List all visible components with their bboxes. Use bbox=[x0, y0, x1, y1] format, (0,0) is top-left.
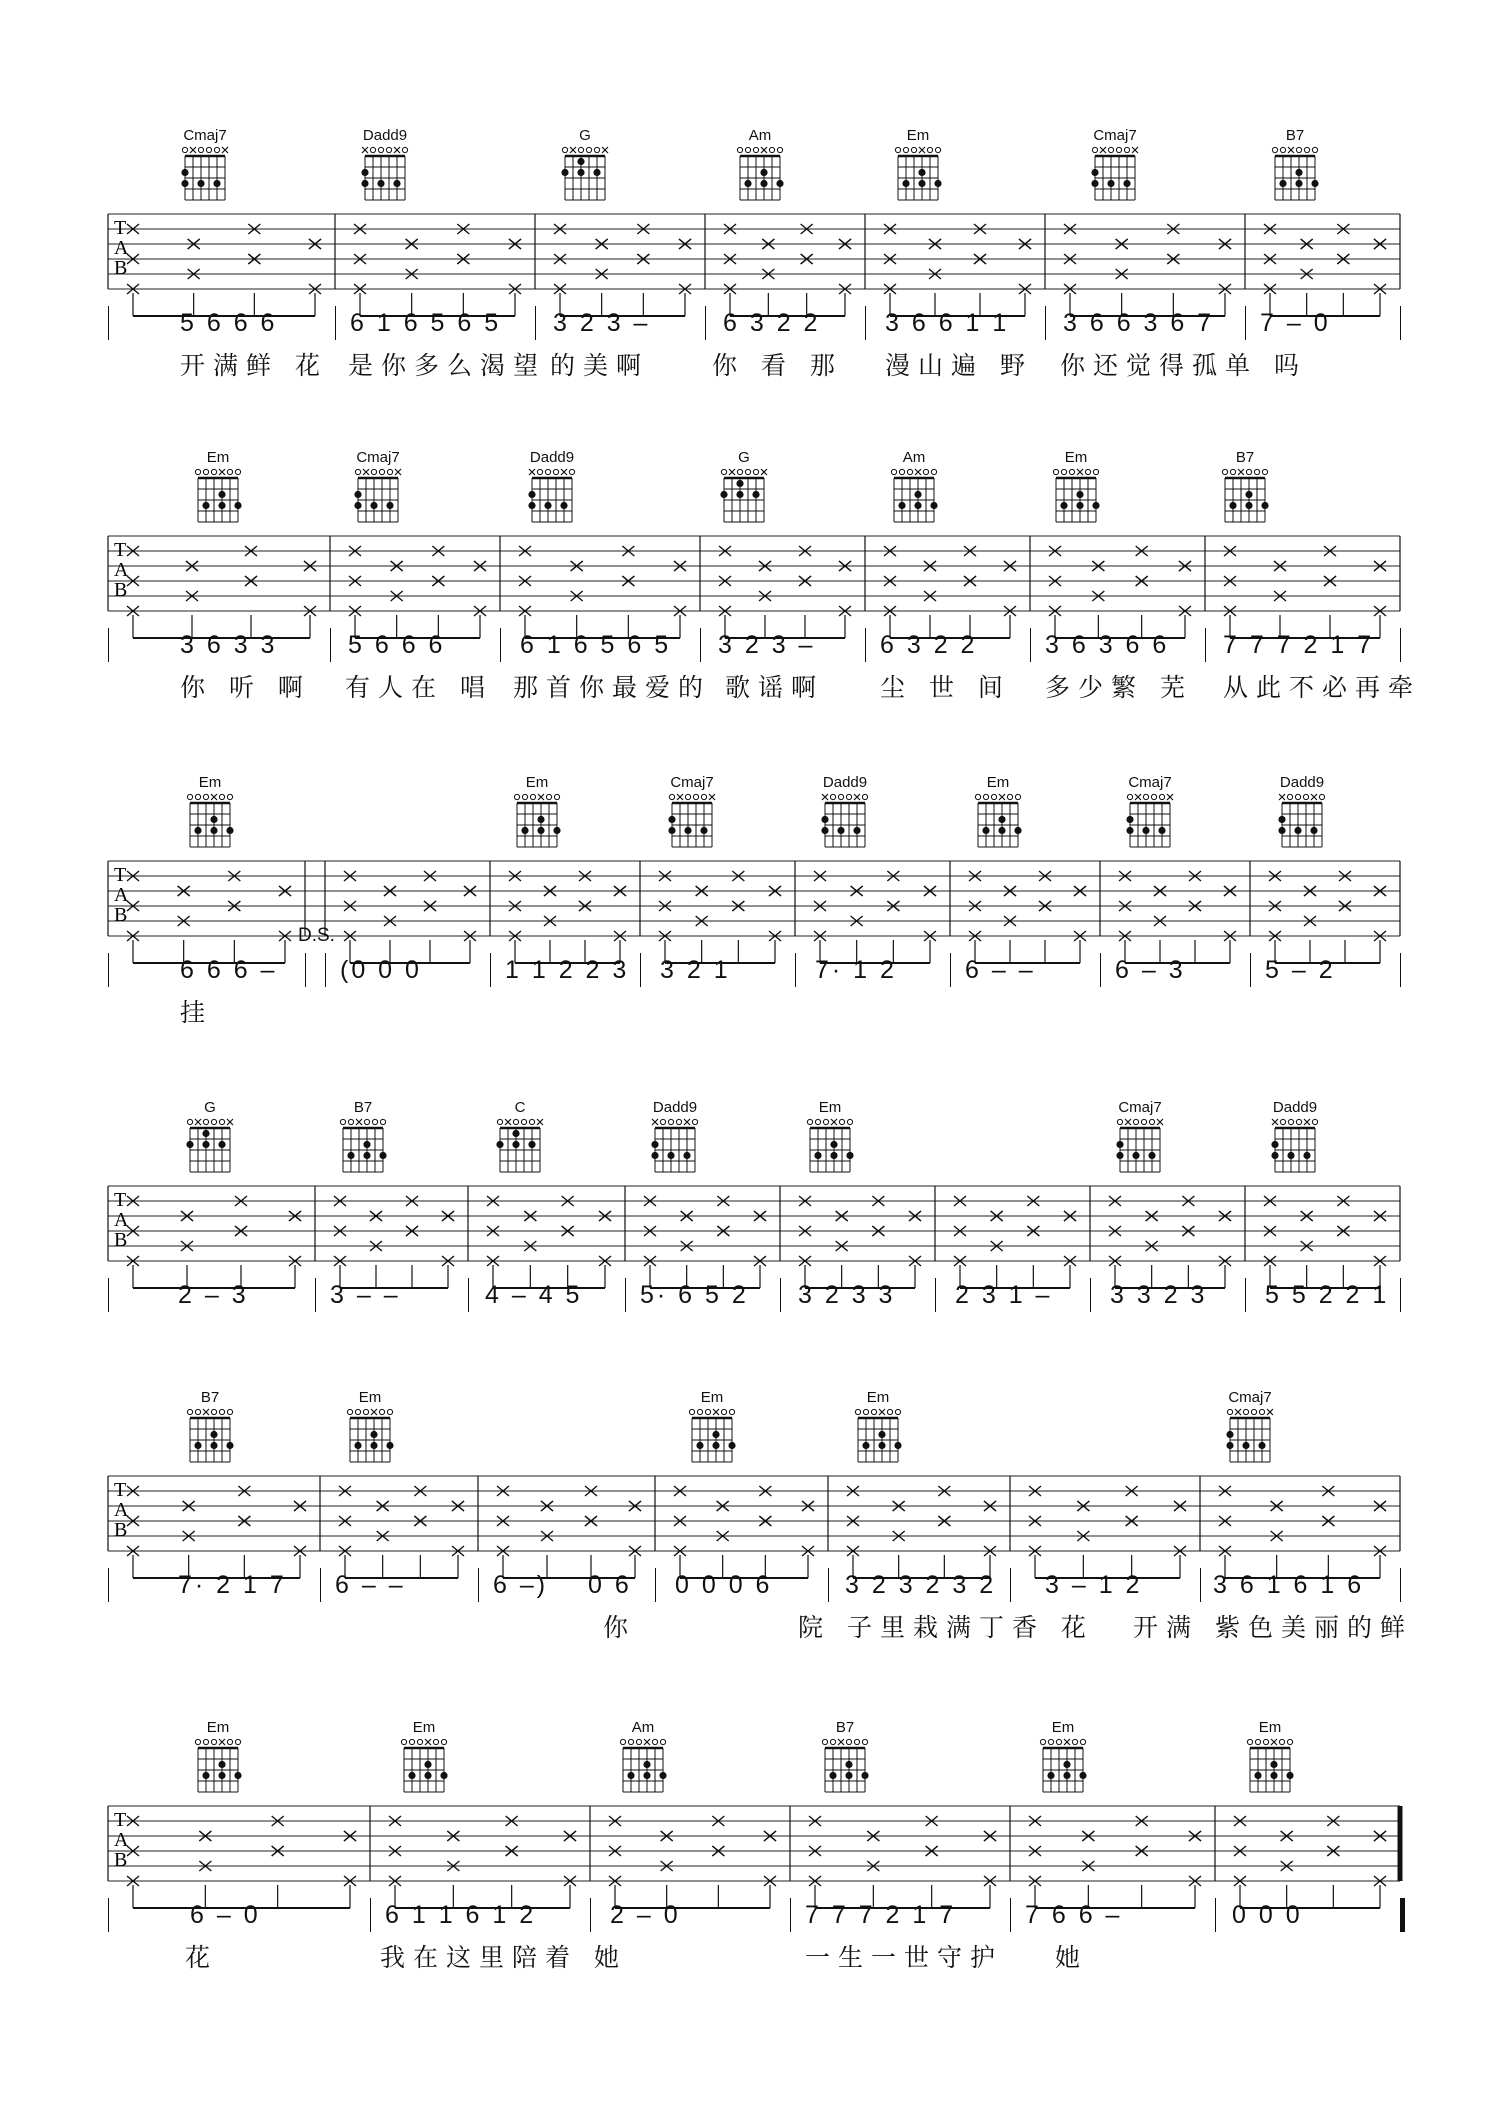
notation-measure: 3 6 3 6 6 bbox=[1045, 631, 1170, 659]
notation-barline bbox=[1400, 1568, 1401, 1602]
chord-diagram bbox=[175, 1100, 245, 1178]
notation-barline bbox=[865, 628, 866, 662]
chord-diagram-grid bbox=[180, 1406, 240, 1468]
lyric-phrase: 的美啊 bbox=[550, 351, 650, 380]
chord-diagram bbox=[657, 775, 727, 853]
chord-name: Am bbox=[748, 127, 772, 144]
chord-name: B7 bbox=[835, 1719, 855, 1736]
chord-diagram-grid bbox=[730, 144, 790, 206]
numbered-notation-row bbox=[0, 953, 1500, 993]
lyric-phrase: 开满 紫色美丽的鲜 bbox=[1133, 1613, 1413, 1642]
chord-name: Dadd9 bbox=[362, 127, 408, 144]
chord-diagram-grid bbox=[180, 791, 240, 853]
notation-barline bbox=[1200, 1568, 1201, 1602]
chord-diagram-grid bbox=[815, 791, 875, 853]
notation-measure: 7· 2 1 7 bbox=[178, 1571, 287, 1599]
chord-name: Em bbox=[1051, 1719, 1075, 1736]
notation-barline bbox=[590, 1898, 591, 1932]
notation-barline bbox=[1250, 953, 1251, 987]
chord-name: C bbox=[514, 1099, 526, 1116]
chord-name: Em bbox=[525, 774, 549, 791]
notation-measure: 0 0 0 bbox=[1232, 1901, 1303, 1929]
chord-name: Em bbox=[1064, 449, 1088, 466]
chord-diagram-grid bbox=[1265, 144, 1325, 206]
chord-name: Em bbox=[700, 1389, 724, 1406]
notation-measure: 3 2 3 – bbox=[553, 309, 651, 337]
chord-name: Dadd9 bbox=[652, 1099, 698, 1116]
chord-diagram bbox=[183, 450, 253, 528]
chord-diagram-grid bbox=[1085, 144, 1145, 206]
lyric-phrase: 你 看 那 bbox=[712, 351, 843, 380]
chord-name: Am bbox=[631, 1719, 655, 1736]
chord-name: Em bbox=[206, 1719, 230, 1736]
tab-clef-letter: B bbox=[114, 1519, 128, 1541]
notation-barline bbox=[108, 953, 109, 987]
chord-diagram bbox=[550, 128, 620, 206]
tab-clef-letter: A bbox=[114, 884, 129, 906]
notation-measure: 5 5 2 2 1 bbox=[1265, 1281, 1390, 1309]
notation-barline bbox=[950, 953, 951, 987]
lyric-row bbox=[0, 1323, 1500, 1357]
chord-row bbox=[0, 450, 1500, 530]
chord-name: Em bbox=[818, 1099, 842, 1116]
notation-measure: 2 – 3 bbox=[178, 1281, 249, 1309]
notation-measure: 3 – 1 2 bbox=[1045, 1571, 1143, 1599]
notation-barline bbox=[108, 628, 109, 662]
tab-clef-letter: A bbox=[114, 237, 129, 259]
notation-barline bbox=[108, 1278, 109, 1312]
chord-name: Cmaj7 bbox=[356, 449, 400, 466]
lyric-phrase: 多少繁 芜 bbox=[1045, 673, 1193, 702]
tab-clef-letter: A bbox=[114, 1499, 129, 1521]
chord-diagram bbox=[1115, 775, 1185, 853]
chord-name: Cmaj7 bbox=[1228, 1389, 1272, 1406]
chord-diagram bbox=[175, 775, 245, 853]
lyric-phrase: 你 bbox=[603, 1613, 637, 1642]
notation-barline bbox=[700, 628, 701, 662]
notation-measure: 7 7 7 2 1 7 bbox=[1223, 631, 1375, 659]
notation-barline bbox=[1090, 1278, 1091, 1312]
chord-diagram-grid bbox=[522, 466, 582, 528]
notation-barline bbox=[1100, 953, 1101, 987]
chord-diagram bbox=[1105, 1100, 1175, 1178]
tab-clef-letter: B bbox=[114, 257, 128, 279]
tab-clef-letter: B bbox=[114, 579, 128, 601]
chord-diagram-grid bbox=[1215, 466, 1275, 528]
notation-measure: 3 2 3 2 3 2 bbox=[845, 1571, 997, 1599]
chord-diagram-grid bbox=[1240, 1736, 1300, 1798]
chord-name: G bbox=[738, 449, 750, 466]
chord-diagram-grid bbox=[188, 1736, 248, 1798]
lyric-row bbox=[0, 673, 1500, 707]
notation-measure: 3 2 3 – bbox=[718, 631, 816, 659]
notation-barline bbox=[935, 1278, 936, 1312]
notation-barline bbox=[330, 628, 331, 662]
notation-barline bbox=[865, 306, 866, 340]
chord-name: B7 bbox=[1235, 449, 1255, 466]
tab-clef-letter: A bbox=[114, 1829, 129, 1851]
chord-diagram bbox=[883, 128, 953, 206]
notation-barline bbox=[1030, 628, 1031, 662]
notation-measure: 0 6 bbox=[588, 1571, 632, 1599]
notation-measure: 3 2 3 3 bbox=[798, 1281, 896, 1309]
tab-clef-letter: A bbox=[114, 559, 129, 581]
chord-diagram-grid bbox=[333, 1116, 393, 1178]
notation-measure: 5 – 2 bbox=[1265, 956, 1336, 984]
tab-clef-letter: T bbox=[114, 864, 127, 886]
chord-diagram bbox=[389, 1720, 459, 1798]
chord-diagram-grid bbox=[188, 466, 248, 528]
chord-name: Em bbox=[866, 1389, 890, 1406]
lyric-phrase: 歌谣啊 bbox=[725, 673, 825, 702]
notation-measure: 6 1 1 6 1 2 bbox=[385, 1901, 537, 1929]
lyric-row bbox=[0, 998, 1500, 1032]
notation-measure: 5 6 6 6 bbox=[180, 309, 278, 337]
notation-barline bbox=[640, 953, 641, 987]
chord-diagram-grid bbox=[348, 466, 408, 528]
chord-diagram bbox=[677, 1390, 747, 1468]
notation-barline bbox=[468, 1278, 469, 1312]
notation-measure: 6 3 2 2 bbox=[880, 631, 978, 659]
chord-diagram-grid bbox=[815, 1736, 875, 1798]
notation-barline bbox=[325, 953, 326, 987]
chord-diagram bbox=[1210, 450, 1280, 528]
notation-barline bbox=[1245, 1278, 1246, 1312]
chord-name: G bbox=[204, 1099, 216, 1116]
notation-barline bbox=[780, 1278, 781, 1312]
tab-system bbox=[0, 128, 1500, 428]
numbered-notation-row bbox=[0, 1898, 1500, 1938]
tab-clef-letter: T bbox=[114, 539, 127, 561]
chord-name: B7 bbox=[200, 1389, 220, 1406]
notation-measure: 6 3 2 2 bbox=[723, 309, 821, 337]
chord-diagram bbox=[350, 128, 420, 206]
lyric-row bbox=[0, 1943, 1500, 1977]
chord-diagram-grid bbox=[662, 791, 722, 853]
chord-diagram-grid bbox=[884, 466, 944, 528]
chord-diagram bbox=[485, 1100, 555, 1178]
chord-diagram-grid bbox=[1265, 1116, 1325, 1178]
chord-diagram-grid bbox=[714, 466, 774, 528]
notation-barline bbox=[1045, 306, 1046, 340]
numbered-notation-row bbox=[0, 1278, 1500, 1318]
notation-measure: 0 0 0 6 bbox=[675, 1571, 773, 1599]
tab-system bbox=[0, 1720, 1500, 2020]
notation-barline bbox=[478, 1568, 479, 1602]
lyric-phrase: 从此不必再牵 bbox=[1223, 673, 1422, 702]
chord-diagram-grid bbox=[682, 1406, 742, 1468]
ds-marking: D.S. bbox=[298, 925, 335, 946]
notation-barline bbox=[335, 306, 336, 340]
chord-diagram bbox=[1028, 1720, 1098, 1798]
notation-barline bbox=[108, 1898, 109, 1932]
notation-barline bbox=[1010, 1898, 1011, 1932]
chord-diagram bbox=[795, 1100, 865, 1178]
notation-measure: (0 0 0 bbox=[340, 956, 422, 984]
notation-measure: 2 3 1 – bbox=[955, 1281, 1053, 1309]
chord-name: Dadd9 bbox=[1279, 774, 1325, 791]
tab-clef-letter: B bbox=[114, 904, 128, 926]
notation-barline bbox=[1245, 306, 1246, 340]
chord-name: G bbox=[579, 127, 591, 144]
lyric-phrase: 有人在 唱 bbox=[345, 673, 493, 702]
lyric-phrase: 你还觉得孤单 吗 bbox=[1060, 351, 1307, 380]
chord-name: Am bbox=[902, 449, 926, 466]
notation-barline bbox=[625, 1278, 626, 1312]
chord-diagram-grid bbox=[180, 1116, 240, 1178]
chord-diagram-grid bbox=[1046, 466, 1106, 528]
notation-measure: 7 – 0 bbox=[1260, 309, 1331, 337]
chord-name: Cmaj7 bbox=[1093, 127, 1137, 144]
chord-diagram bbox=[502, 775, 572, 853]
notation-measure: 6 – 3 bbox=[1115, 956, 1186, 984]
chord-diagram bbox=[1215, 1390, 1285, 1468]
numbered-notation-row bbox=[0, 1568, 1500, 1608]
notation-barline bbox=[370, 1898, 371, 1932]
notation-barline bbox=[828, 1568, 829, 1602]
chord-diagram-grid bbox=[394, 1736, 454, 1798]
notation-measure: 6 – 0 bbox=[190, 1901, 261, 1929]
notation-measure: 3 6 1 6 1 6 bbox=[1213, 1571, 1365, 1599]
chord-name: Em bbox=[412, 1719, 436, 1736]
notation-measure: 4 – 4 5 bbox=[485, 1281, 583, 1309]
chord-diagram bbox=[183, 1720, 253, 1798]
chord-name: Cmaj7 bbox=[1118, 1099, 1162, 1116]
chord-name: B7 bbox=[1285, 127, 1305, 144]
chord-diagram bbox=[725, 128, 795, 206]
notation-measure: 5 6 6 6 bbox=[348, 631, 446, 659]
notation-measure: 1 1 2 2 3 bbox=[505, 956, 630, 984]
notation-barline bbox=[1400, 1898, 1405, 1932]
chord-diagram bbox=[517, 450, 587, 528]
notation-barline bbox=[1400, 1278, 1401, 1312]
notation-measure: 6 – – bbox=[335, 1571, 406, 1599]
lyric-row bbox=[0, 1613, 1500, 1647]
chord-name: Cmaj7 bbox=[1128, 774, 1172, 791]
notation-measure: 3 3 2 3 bbox=[1110, 1281, 1208, 1309]
chord-name: Em bbox=[986, 774, 1010, 791]
tab-system bbox=[0, 450, 1500, 750]
notation-barline bbox=[655, 1568, 656, 1602]
notation-measure: 3 6 3 3 bbox=[180, 631, 278, 659]
chord-diagram-grid bbox=[340, 1406, 400, 1468]
notation-barline bbox=[535, 306, 536, 340]
chord-name: Dadd9 bbox=[1272, 1099, 1318, 1116]
notation-measure: 3 2 1 bbox=[660, 956, 731, 984]
chord-diagram bbox=[335, 1390, 405, 1468]
chord-diagram bbox=[608, 1720, 678, 1798]
notation-measure: 5· 6 5 2 bbox=[640, 1281, 749, 1309]
notation-measure: 6 –) bbox=[493, 1571, 549, 1599]
chord-diagram bbox=[1080, 128, 1150, 206]
notation-barline bbox=[1400, 953, 1401, 987]
chord-diagram bbox=[963, 775, 1033, 853]
lyric-phrase: 你 听 啊 bbox=[180, 673, 311, 702]
chord-diagram-grid bbox=[800, 1116, 860, 1178]
notation-barline bbox=[1205, 628, 1206, 662]
lyric-phrase: 漫山遍 野 bbox=[885, 351, 1033, 380]
notation-barline bbox=[315, 1278, 316, 1312]
tab-system bbox=[0, 775, 1500, 1075]
tab-clef-letter: B bbox=[114, 1849, 128, 1871]
numbered-notation-row bbox=[0, 628, 1500, 668]
notation-barline bbox=[500, 628, 501, 662]
lyric-phrase: 我在这里陪着 她 bbox=[380, 1943, 627, 1972]
chord-diagram bbox=[879, 450, 949, 528]
chord-diagram bbox=[175, 1390, 245, 1468]
lyric-phrase: 花 bbox=[185, 1943, 219, 1972]
chord-name: Em bbox=[198, 774, 222, 791]
chord-diagram bbox=[1041, 450, 1111, 528]
chord-diagram-grid bbox=[507, 791, 567, 853]
notation-barline bbox=[705, 306, 706, 340]
notation-measure: 3 – – bbox=[330, 1281, 401, 1309]
notation-measure: 7 7 7 2 1 7 bbox=[805, 1901, 957, 1929]
notation-barline bbox=[790, 1898, 791, 1932]
chord-diagram bbox=[843, 1390, 913, 1468]
chord-row bbox=[0, 128, 1500, 208]
chord-name: Em bbox=[358, 1389, 382, 1406]
chord-diagram bbox=[810, 775, 880, 853]
chord-row bbox=[0, 1390, 1500, 1470]
chord-diagram bbox=[1267, 775, 1337, 853]
chord-diagram-grid bbox=[555, 144, 615, 206]
tab-clef-letter: T bbox=[114, 1809, 127, 1831]
notation-measure: 6 1 6 5 6 5 bbox=[350, 309, 502, 337]
chord-diagram bbox=[810, 1720, 880, 1798]
chord-name: Cmaj7 bbox=[670, 774, 714, 791]
chord-diagram-grid bbox=[355, 144, 415, 206]
chord-diagram bbox=[170, 128, 240, 206]
lyric-phrase: 挂 bbox=[180, 998, 214, 1027]
notation-barline bbox=[1400, 628, 1401, 662]
notation-barline bbox=[490, 953, 491, 987]
chord-diagram-grid bbox=[1272, 791, 1332, 853]
notation-measure: 3 6 6 3 6 7 bbox=[1063, 309, 1215, 337]
lyric-phrase: 尘 世 间 bbox=[880, 673, 1011, 702]
tab-clef-letter: B bbox=[114, 1229, 128, 1251]
lyric-phrase: 她 bbox=[1055, 1943, 1089, 1972]
notation-measure: 7 6 6 – bbox=[1025, 1901, 1123, 1929]
chord-diagram-grid bbox=[613, 1736, 673, 1798]
lyric-phrase: 院 子里栽满丁香 花 bbox=[798, 1613, 1094, 1642]
chord-diagram-grid bbox=[1120, 791, 1180, 853]
lyric-phrase: 那首你最爱的 bbox=[513, 673, 712, 702]
tab-system bbox=[0, 1100, 1500, 1400]
chord-row bbox=[0, 1720, 1500, 1800]
chord-diagram-grid bbox=[490, 1116, 550, 1178]
tab-clef-letter: T bbox=[114, 1479, 127, 1501]
notation-barline bbox=[795, 953, 796, 987]
chord-row bbox=[0, 1100, 1500, 1180]
notation-measure: 6 1 6 5 6 5 bbox=[520, 631, 672, 659]
chord-diagram-grid bbox=[968, 791, 1028, 853]
notation-measure: 2 – 0 bbox=[610, 1901, 681, 1929]
numbered-notation-row bbox=[0, 306, 1500, 346]
notation-barline bbox=[320, 1568, 321, 1602]
notation-barline bbox=[1010, 1568, 1011, 1602]
tab-clef-letter: T bbox=[114, 217, 127, 239]
chord-name: Dadd9 bbox=[529, 449, 575, 466]
notation-measure: 7· 1 2 bbox=[815, 956, 897, 984]
notation-measure: 3 6 6 1 1 bbox=[885, 309, 1010, 337]
lyric-phrase: 一生一世守护 bbox=[805, 1943, 1004, 1972]
chord-name: B7 bbox=[353, 1099, 373, 1116]
chord-diagram-grid bbox=[888, 144, 948, 206]
tab-clef-letter: T bbox=[114, 1189, 127, 1211]
chord-name: Em bbox=[906, 127, 930, 144]
chord-name: Dadd9 bbox=[822, 774, 868, 791]
lyric-phrase: 开满鲜 花 bbox=[180, 351, 328, 380]
chord-diagram bbox=[343, 450, 413, 528]
lyric-phrase: 是你多么渴望 bbox=[348, 351, 547, 380]
chord-diagram bbox=[1260, 1100, 1330, 1178]
notation-barline bbox=[108, 1568, 109, 1602]
chord-diagram-grid bbox=[175, 144, 235, 206]
chord-diagram bbox=[709, 450, 779, 528]
notation-barline bbox=[305, 953, 306, 987]
chord-row bbox=[0, 775, 1500, 855]
tab-clef-letter: A bbox=[114, 1209, 129, 1231]
chord-diagram bbox=[640, 1100, 710, 1178]
notation-measure: 6 6 6 – bbox=[180, 956, 278, 984]
chord-diagram bbox=[1235, 1720, 1305, 1798]
chord-name: Em bbox=[206, 449, 230, 466]
notation-measure: 6 – – bbox=[965, 956, 1036, 984]
tab-system bbox=[0, 1390, 1500, 1690]
chord-diagram-grid bbox=[1220, 1406, 1280, 1468]
notation-barline bbox=[108, 306, 109, 340]
chord-name: Em bbox=[1258, 1719, 1282, 1736]
chord-diagram-grid bbox=[848, 1406, 908, 1468]
chord-diagram-grid bbox=[1110, 1116, 1170, 1178]
lyric-row bbox=[0, 351, 1500, 385]
chord-diagram-grid bbox=[1033, 1736, 1093, 1798]
chord-diagram bbox=[1260, 128, 1330, 206]
chord-name: Cmaj7 bbox=[183, 127, 227, 144]
chord-diagram bbox=[328, 1100, 398, 1178]
notation-barline bbox=[1215, 1898, 1216, 1932]
chord-diagram-grid bbox=[645, 1116, 705, 1178]
notation-barline bbox=[1400, 306, 1401, 340]
